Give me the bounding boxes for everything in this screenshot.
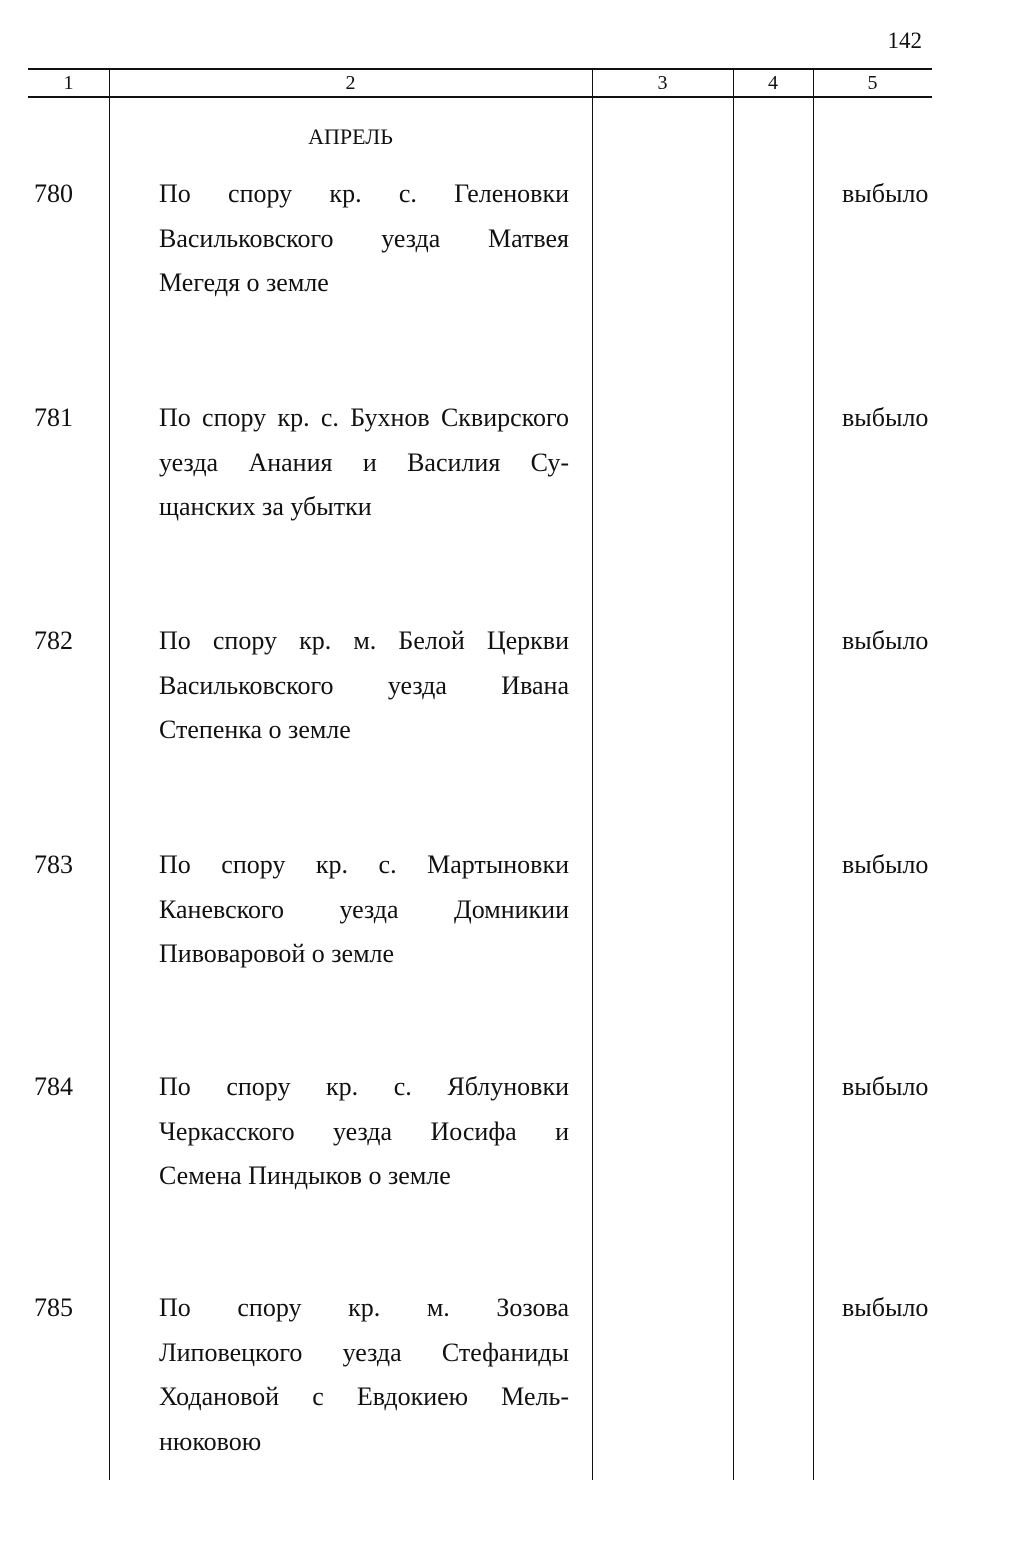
entry-description xyxy=(159,396,569,530)
entry-description xyxy=(159,172,569,306)
entry-description xyxy=(159,1065,569,1199)
description-line: Пивоваровой о земле xyxy=(159,939,395,968)
description-line: По спору кр. с. Мартыновки xyxy=(159,850,569,879)
column-header-2: 2 xyxy=(345,72,356,94)
description-line: Васильковского уезда Ивана xyxy=(159,670,569,700)
description-line: По спору кр. с. Бухнов Сквирского xyxy=(159,403,569,432)
month-heading: АПРЕЛЬ xyxy=(308,124,393,149)
entry-status: выбыло xyxy=(842,1293,929,1322)
entry-description xyxy=(159,619,569,753)
description-line: Каневского уезда Домникии xyxy=(159,894,569,924)
column-header-1: 1 xyxy=(63,72,74,94)
description-line: Васильковского уезда Матвея xyxy=(159,223,569,253)
description-line: По спору кр. м. Зозова xyxy=(159,1293,569,1322)
entry-status: выбыло xyxy=(842,626,929,655)
description-line: уезда Анания и Василия Су- xyxy=(159,447,569,477)
description-line: щанских за убытки xyxy=(159,492,372,521)
column-divider-2 xyxy=(592,68,593,1480)
description-line: Степенка о земле xyxy=(159,715,351,744)
description-line: Ходановой с Евдокиею Мель- xyxy=(159,1382,569,1411)
column-divider-3 xyxy=(733,68,734,1480)
description-line: Семена Пиндыков о земле xyxy=(159,1161,451,1190)
description-line: По спору кр. м. Белой Церкви xyxy=(159,626,569,655)
column-header-5: 5 xyxy=(867,72,878,94)
description-line: Мегедя о земле xyxy=(159,268,329,297)
description-line: нюковою xyxy=(159,1426,262,1456)
description-line: По спору кр. с. Яблуновки xyxy=(159,1072,569,1101)
entry-description xyxy=(159,1286,569,1464)
column-header-3: 3 xyxy=(657,72,668,94)
entry-description xyxy=(159,843,569,977)
description-line: Черкасского уезда Иосифа и xyxy=(159,1116,569,1146)
description-line: Липовецкого уезда Стефаниды xyxy=(159,1337,569,1367)
entry-number: 781 xyxy=(34,403,73,432)
column-divider-1 xyxy=(109,68,110,1480)
entry-number: 780 xyxy=(34,179,73,208)
entry-number: 783 xyxy=(34,850,73,879)
entry-status: выбыло xyxy=(842,179,929,208)
entry-status: выбыло xyxy=(842,1072,929,1101)
entry-status: выбыло xyxy=(842,403,929,432)
entry-number: 782 xyxy=(34,626,73,655)
entry-number: 784 xyxy=(34,1072,73,1101)
entry-number: 785 xyxy=(34,1293,73,1322)
column-divider-4 xyxy=(813,68,814,1480)
entry-status: выбыло xyxy=(842,850,929,879)
page-number: 142 xyxy=(887,28,922,53)
description-line: По спору кр. с. Геленовки xyxy=(159,179,569,208)
column-header-4: 4 xyxy=(768,72,778,94)
